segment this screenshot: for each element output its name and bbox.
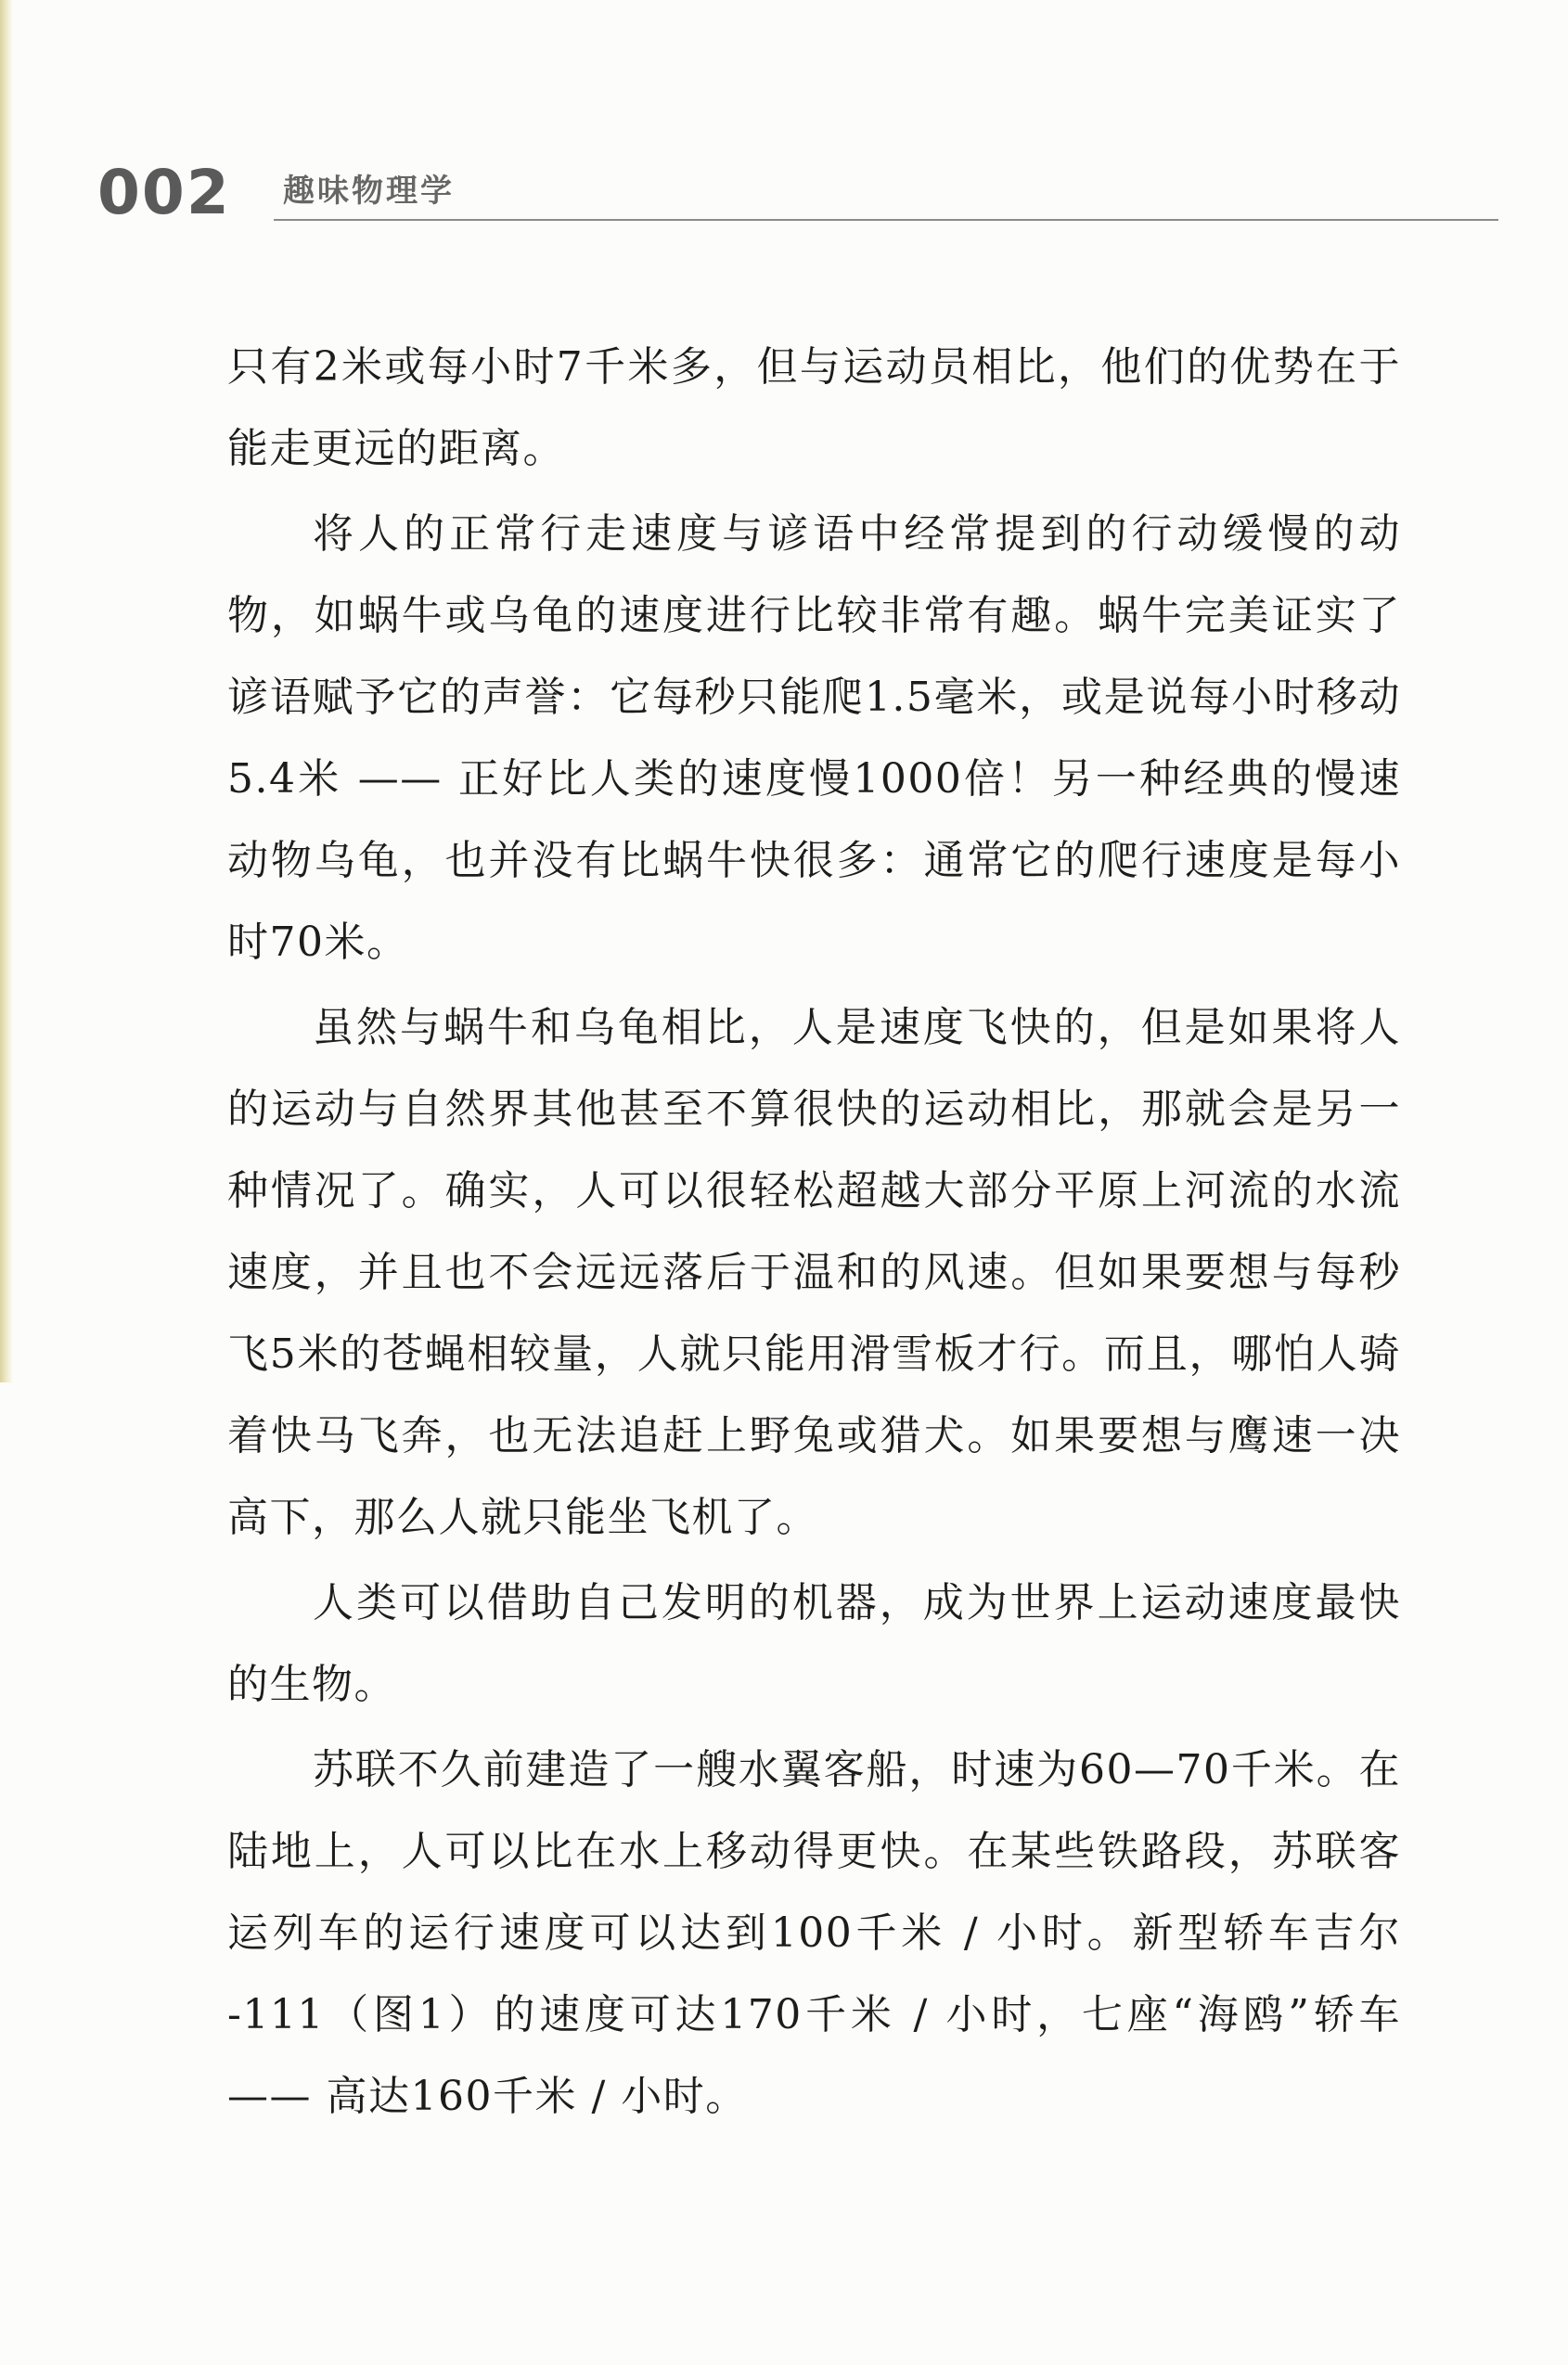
page-header <box>97 156 1401 230</box>
header-rule <box>274 219 1498 221</box>
body-text <box>227 327 1401 2141</box>
running-title: 趣味物理学 <box>283 173 455 210</box>
paragraph: 人类可以借助自己发明的机器，成为世界上运动速度最快的生物。 <box>227 1579 1401 1708</box>
paragraph: 苏联不久前建造了一艘水翼客船，时速为60—70千米。在陆地上，人可以比在水上移动得更快。在某些铁路段，苏联客运列车的运行速度可以达到100千米 / 小时。新型轿车吉尔 -111（图1）的速度可达170千米 / 小时，七座“海鸥”轿车 —— 高达160千米 / 小时。 <box>227 1746 1401 2120</box>
page-number: 002 <box>97 157 231 228</box>
paragraph-continued: 只有2米或每小时7千米多，但与运动员相比，他们的优势在于能走更远的距离。 <box>227 343 1401 472</box>
page-spine-edge <box>0 0 13 1382</box>
paragraph: 将人的正常行走速度与谚语中经常提到的行动缓慢的动物，如蜗牛或乌龟的速度进行比较非常有趣。蜗牛完美证实了谚语赋予它的声誉：它每秒只能爬1.5毫米，或是说每小时移动5.4米 —— 正好比人类的速度慢1000倍！另一种经典的慢速动物乌龟，也并没有比蜗牛快很多：通常它的爬行速度是每小时70米。 <box>227 510 1401 966</box>
paragraph: 虽然与蜗牛和乌龟相比，人是速度飞快的，但是如果将人的运动与自然界其他甚至不算很快的运动相比，那就会是另一种情况了。确实，人可以很轻松超越大部分平原上河流的水流速度，并且也不会远远落后于温和的风速。但如果要想与每秒飞5米的苍蝇相较量，人就只能用滑雪板才行。而且，哪怕人骑着快马飞奔，也无法追赶上野兔或猎犬。如果要想与鹰速一决高下，那么人就只能坐飞机了。 <box>227 1004 1401 1541</box>
